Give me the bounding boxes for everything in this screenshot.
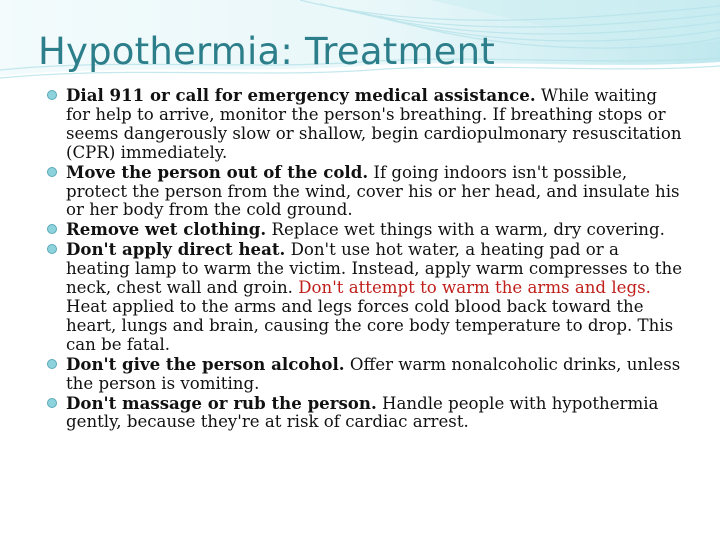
bullet-dot-icon: [47, 167, 57, 177]
bullet-dot-icon: [47, 90, 57, 100]
bullet-text: While waiting for help to arrive, monitor the person's breathing. If breathing stops or seems dangerously slow or shallow, begin cardiopulmonary resuscitation (CPR) immediately.: [66, 86, 682, 162]
bullet-lead: Remove wet clothing.: [66, 219, 267, 240]
bullet-item: [44, 86, 684, 163]
bullet-lead: Move the person out of the cold.: [66, 161, 369, 182]
bullet-dot-icon: [47, 224, 57, 234]
bullet-dot-icon: [47, 244, 57, 254]
bullet-dot-icon: [47, 398, 57, 408]
bullet-lead: Don't give the person alcohol.: [66, 353, 345, 374]
bullet-text: Replace wet things with a warm, dry covering.: [271, 220, 665, 240]
bullet-text: Don't use hot water, a heating pad or a heating lamp to warm the victim. Instead, apply warm compresses to the neck, chest wall and groin.: [66, 240, 683, 298]
bullet-item: [44, 220, 684, 240]
bullet-text: Handle people with hypothermia gently, because they're at risk of cardiac arrest.: [66, 393, 659, 432]
bullet-text-after: Heat applied to the arms and legs forces cold blood back toward the heart, lungs and brain, causing the core body temperature to drop. This can be fatal.: [66, 296, 674, 354]
bullet-dot-icon: [47, 359, 57, 369]
bullet-text: If going indoors isn't possible, protect the person from the wind, cover his or her head, and insulate his or her body from the cold ground.: [66, 162, 680, 220]
bullet-item: [44, 240, 684, 354]
bullet-text: Offer warm nonalcoholic drinks, unless the person is vomiting.: [66, 354, 681, 393]
bullet-lead: Don't massage or rub the person.: [66, 392, 377, 413]
bullet-lead: Dial 911 or call for emergency medical assistance.: [66, 85, 536, 105]
bullet-item: [44, 163, 684, 221]
bullet-item: [44, 355, 684, 394]
bullet-list: [44, 86, 684, 432]
bullet-item: [44, 394, 684, 433]
bullet-lead: Don't apply direct heat.: [66, 239, 286, 260]
bullet-warning-text: Don't attempt to warm the arms and legs.: [298, 278, 651, 298]
slide-title: Hypothermia: Treatment: [38, 30, 496, 73]
